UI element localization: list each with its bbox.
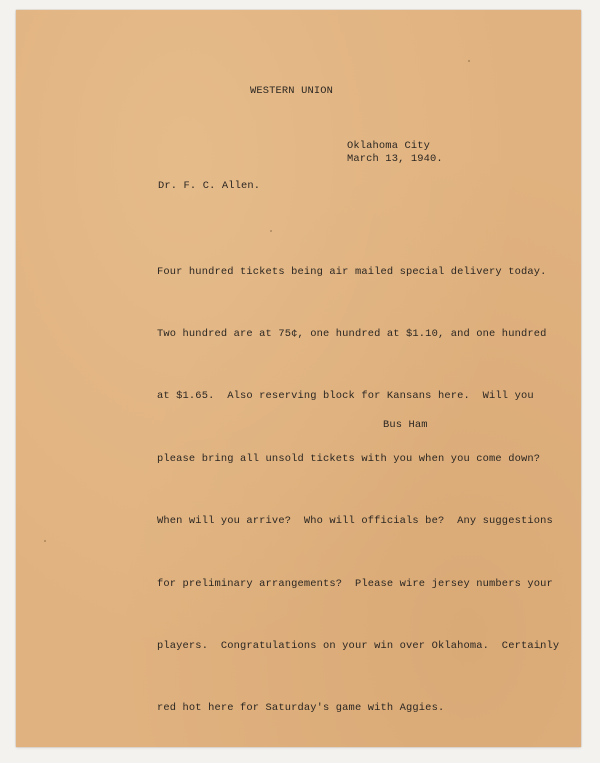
signature: Bus Ham: [383, 419, 428, 431]
body-line: at $1.65. Also reserving block for Kansans here. Will you: [157, 390, 534, 403]
body-line: Two hundred are at 75¢, one hundred at $1.10, and one hundred: [157, 327, 547, 340]
letter-date: March 13, 1940.: [347, 153, 443, 165]
paper-speck: [539, 647, 541, 649]
message-body: [157, 220, 559, 761]
addressee: Dr. F. C. Allen.: [158, 180, 261, 192]
paper-speck: [270, 230, 272, 232]
body-line: Four hundred tickets being air mailed special delivery today.: [157, 265, 547, 278]
paper-speck: [44, 540, 46, 542]
sender-location: Oklahoma City: [347, 140, 431, 152]
body-line: red hot here for Saturday's game with Aggies.: [157, 702, 445, 715]
telegram-page: [16, 10, 581, 747]
body-line: When will you arrive? Who will officials be? Any suggestions: [157, 515, 553, 528]
body-line: for preliminary arrangements? Please wire jersey numbers your: [157, 577, 553, 590]
body-line: please bring all unsold tickets with you when you come down?: [157, 452, 541, 465]
paper-speck: [468, 60, 470, 62]
document-header: WESTERN UNION: [250, 85, 334, 97]
body-line: players. Congratulations on your win over Oklahoma. Certainly: [157, 639, 560, 652]
